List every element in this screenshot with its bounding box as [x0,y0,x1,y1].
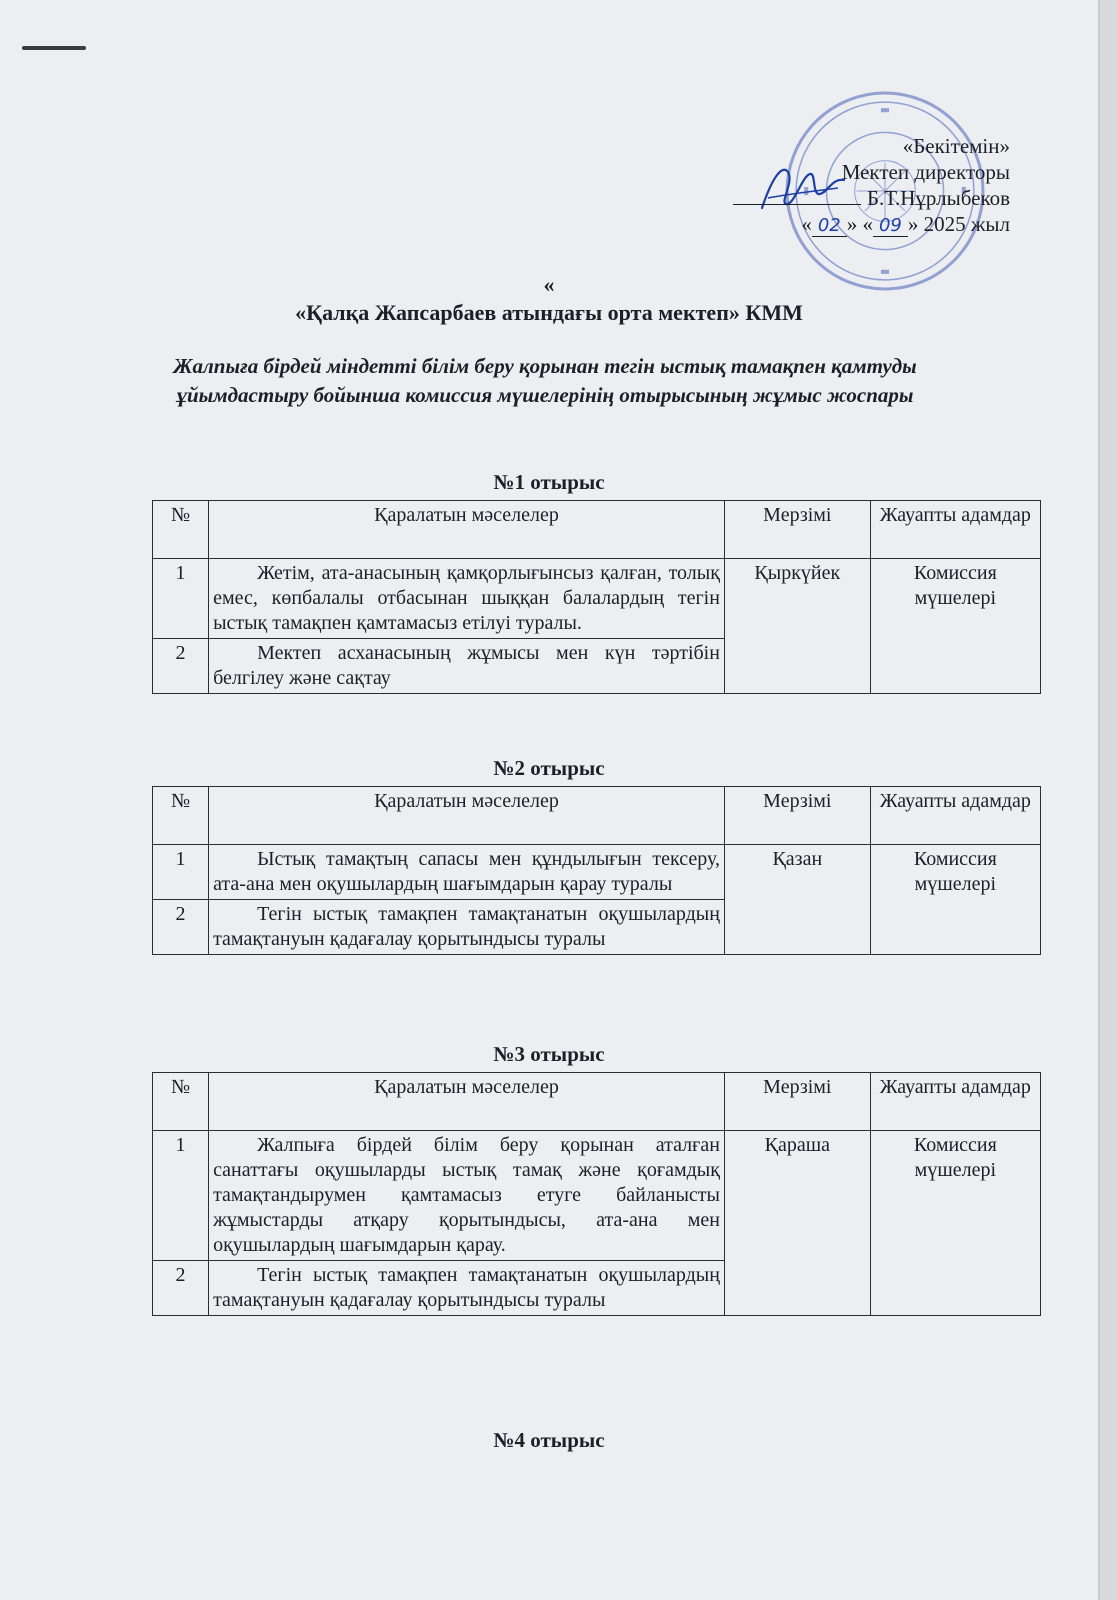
session-2-title: №2 отырыс [493,756,605,780]
row-issue: Жалпыға бірдей білім беру қорынан аталған санаттағы оқушыларды ыстық тамақ және қоғамдық тамақтандырумен қамтамасыз етуге байланысты жұмыстарды атқару қорытындысы, ата-ана мен оқушылардың шағымдарын қарау. [209,1131,725,1261]
director-position: Мектеп директоры [841,160,1010,184]
header-issues: Қаралатын мәселелер [209,787,725,845]
school-name: «Қалқа Жапсарбаев атындағы орта мектеп» КММ [295,300,803,325]
document-title: Жалпыға бірдей міндетті білім беру қорынан тегін ыстық тамақпен қамтуды ұйымдастыру бойынша комиссия мүшелерінің отырысының жұмыс жоспары [173,354,917,407]
header-term: Мерзімі [724,1073,870,1131]
session-1-table [152,500,1041,694]
header-responsible: Жауапты адамдар [870,501,1040,559]
row-term: Қыркүйек [724,559,870,694]
table-row [153,559,1041,639]
row-number: 1 [153,1131,209,1261]
row-number: 2 [153,639,209,694]
director-name: Б.Т.Нұрлыбеков [866,186,1010,210]
header-no: № [153,501,209,559]
header-issues: Қаралатын мәселелер [209,501,725,559]
table-header-row [153,1073,1041,1131]
table-header-row [153,501,1041,559]
session-2-table [152,786,1041,955]
approval-heading: «Бекітемін» [902,134,1010,158]
row-responsible: Комиссия мүшелері [870,845,1040,955]
header-no: № [153,1073,209,1131]
row-issue: Тегін ыстық тамақпен тамақтанатын оқушылардың тамақтануын қадағалау қорытындысы туралы [209,900,725,955]
row-issue: Жетім, ата-анасының қамқорлығынсыз қалған, толық емес, көпбалалы отбасынан шыққан балалардың тегін ыстық тамақпен қамтамасыз етілуі туралы. [209,559,725,639]
row-responsible: Комиссия мүшелері [870,1131,1040,1316]
stray-quote-mark: « [543,272,555,297]
approval-year: 2025 жыл [923,212,1010,236]
header-no: № [153,787,209,845]
signature-line [733,190,861,205]
director-name-line [680,185,1010,211]
approval-date: « 02 » « 09 » 2025 жыл [801,212,1010,236]
row-number: 1 [153,845,209,900]
row-number: 2 [153,900,209,955]
table-row [153,1131,1041,1261]
session-3-title: №3 отырыс [493,1042,605,1066]
header-responsible: Жауапты адамдар [870,787,1040,845]
row-number: 1 [153,559,209,639]
approval-month: 09 [873,215,908,237]
session-4-title: №4 отырыс [493,1428,605,1452]
page-edge-mark [22,46,86,50]
table-header-row [153,787,1041,845]
row-issue: Тегін ыстық тамақпен тамақтанатын оқушылардың тамақтануын қадағалау қорытындысы туралы [209,1261,725,1316]
row-number: 2 [153,1261,209,1316]
row-responsible: Комиссия мүшелері [870,559,1040,694]
header-responsible: Жауапты адамдар [870,1073,1040,1131]
row-issue: Ыстық тамақтың сапасы мен құндылығын тексеру, ата-ана мен оқушылардың шағымдарын қарау туралы [209,845,725,900]
table-row [153,845,1041,900]
header-term: Мерзімі [724,501,870,559]
row-issue: Мектеп асханасының жұмысы мен күн тәртібін белгілеу және сақтау [209,639,725,694]
header-issues: Қаралатын мәселелер [209,1073,725,1131]
session-3-table [152,1072,1041,1316]
approval-day: 02 [812,215,847,237]
row-term: Қазан [724,845,870,955]
session-1-title: №1 отырыс [493,470,605,494]
approval-block [680,133,1010,239]
header-term: Мерзімі [724,787,870,845]
row-term: Қараша [724,1131,870,1316]
